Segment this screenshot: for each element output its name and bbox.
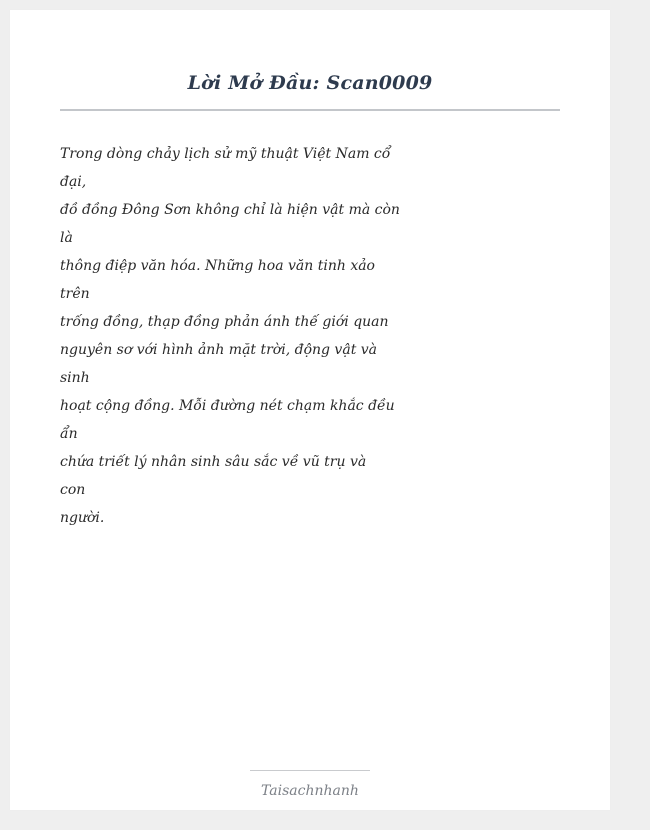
text-line: sinh <box>60 370 90 386</box>
text-line: thông điệp văn hóa. Những hoa văn tinh xảo <box>60 258 375 274</box>
text-line: nguyên sơ với hình ảnh mặt trời, động vật và <box>60 342 378 358</box>
text-line: hoạt cộng đồng. Mỗi đường nét chạm khắc đều <box>60 398 395 414</box>
text-line: đại, <box>60 174 87 190</box>
text-line: trống đồng, thạp đồng phản ánh thế giới quan <box>60 314 389 330</box>
document-page <box>10 10 610 810</box>
text-line: Trong dòng chảy lịch sử mỹ thuật Việt Nam cổ <box>60 146 391 162</box>
footer-divider <box>250 770 370 771</box>
text-line: ẩn <box>60 426 78 442</box>
text-line: là <box>60 230 73 246</box>
text-line: chứa triết lý nhân sinh sâu sắc về vũ trụ và <box>60 454 367 470</box>
text-line: con <box>60 482 86 498</box>
page-title: Lời Mở Đầu: Scan0009 <box>187 72 433 94</box>
body-text <box>60 140 400 532</box>
text-line: trên <box>60 286 90 302</box>
text-line: người. <box>60 510 105 526</box>
title-divider <box>60 109 560 111</box>
footer-brand: Taisachnhanh <box>261 783 359 799</box>
text-line: đồ đồng Đông Sơn không chỉ là hiện vật mà còn <box>60 202 400 218</box>
